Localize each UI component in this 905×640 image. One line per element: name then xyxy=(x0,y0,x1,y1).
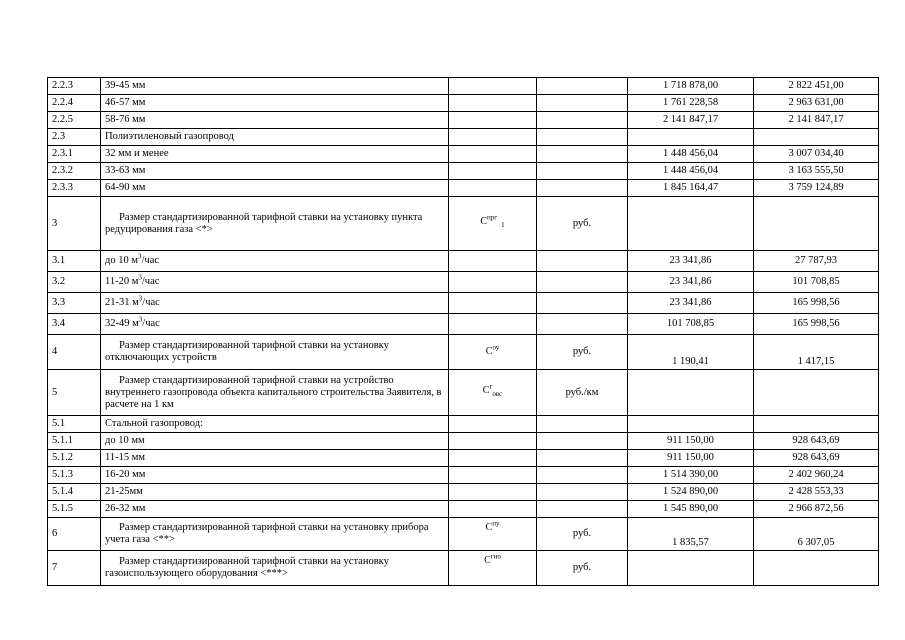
row-number: 3.1 xyxy=(48,251,101,272)
value-2: 3 007 034,40 xyxy=(754,146,879,163)
value-2: 2 963 631,00 xyxy=(754,95,879,112)
value-2: 2 141 847,17 xyxy=(754,112,879,129)
table-row xyxy=(48,501,879,518)
row-name: Полиэтиленовый газопровод xyxy=(101,129,449,146)
value-1: 911 150,00 xyxy=(628,450,754,467)
row-name: Размер стандартизированной тарифной ставки на устройство внутреннего газопровода объекта капитального строительства Заявителя, в расчете на 1 км xyxy=(101,370,449,416)
row-name: 32 мм и менее xyxy=(101,146,449,163)
value-2: 165 998,56 xyxy=(754,314,879,335)
row-number: 4 xyxy=(48,335,101,370)
row-number: 2.3.1 xyxy=(48,146,101,163)
value-1: 23 341,86 xyxy=(628,293,754,314)
value-2: 2 822 451,00 xyxy=(754,78,879,95)
table-row xyxy=(48,129,879,146)
row-name: Размер стандартизированной тарифной ставки на установку отключающих устройств xyxy=(101,335,449,370)
value-1: 2 141 847,17 xyxy=(628,112,754,129)
table-row xyxy=(48,112,879,129)
table-row xyxy=(48,163,879,180)
value-1: 1 448 456,04 xyxy=(628,146,754,163)
tariff-symbol: $C^{гио}$ xyxy=(449,551,537,586)
tariff-symbol: $C^{пу}$ xyxy=(449,518,537,551)
row-number: 5.1.4 xyxy=(48,484,101,501)
table-row xyxy=(48,197,879,251)
value-2: 2 402 960,24 xyxy=(754,467,879,484)
table-row xyxy=(48,370,879,416)
value-1: 1 545 890,00 xyxy=(628,501,754,518)
row-name: 46-57 мм xyxy=(101,95,449,112)
row-name: 32-49 $м^3$/час xyxy=(101,314,449,335)
table-row xyxy=(48,251,879,272)
value-1: 1 835,57 xyxy=(628,518,754,551)
row-name: 21-25мм xyxy=(101,484,449,501)
row-number: 2.3.2 xyxy=(48,163,101,180)
value-2: 27 787,93 xyxy=(754,251,879,272)
table-row xyxy=(48,146,879,163)
row-number: 6 xyxy=(48,518,101,551)
value-1: 1 718 878,00 xyxy=(628,78,754,95)
row-number: 5.1.2 xyxy=(48,450,101,467)
row-number: 2.2.3 xyxy=(48,78,101,95)
row-number: 3 xyxy=(48,197,101,251)
table-row xyxy=(48,416,879,433)
unit: руб./км xyxy=(537,370,628,416)
row-number: 3.2 xyxy=(48,272,101,293)
value-1: 23 341,86 xyxy=(628,272,754,293)
tariff-table xyxy=(47,77,879,586)
value-1: 1 514 390,00 xyxy=(628,467,754,484)
value-2: 2 428 553,33 xyxy=(754,484,879,501)
value-1: 1 190,41 xyxy=(628,335,754,370)
table-row xyxy=(48,433,879,450)
value-1: 23 341,86 xyxy=(628,251,754,272)
row-number: 5 xyxy=(48,370,101,416)
row-name: Стальной газопровод: xyxy=(101,416,449,433)
row-name: 11-15 мм xyxy=(101,450,449,467)
value-2: 928 643,69 xyxy=(754,450,879,467)
table-row xyxy=(48,293,879,314)
row-name: 16-20 мм xyxy=(101,467,449,484)
value-1: 1 761 228,58 xyxy=(628,95,754,112)
value-2: 2 966 872,56 xyxy=(754,501,879,518)
row-name: до 10 $м^3$/час xyxy=(101,251,449,272)
row-number: 5.1.3 xyxy=(48,467,101,484)
table-row xyxy=(48,484,879,501)
row-name: 33-63 мм xyxy=(101,163,449,180)
unit: руб. xyxy=(537,335,628,370)
tariff-symbol: $C^г_{овс}$ xyxy=(449,370,537,416)
row-name: 26-32 мм xyxy=(101,501,449,518)
table-row xyxy=(48,467,879,484)
unit: руб. xyxy=(537,518,628,551)
row-number: 2.3.3 xyxy=(48,180,101,197)
table-row xyxy=(48,314,879,335)
row-number: 3.3 xyxy=(48,293,101,314)
row-name: 39-45 мм xyxy=(101,78,449,95)
tariff-symbol: $C^{оу}$ xyxy=(449,335,537,370)
row-name: до 10 мм xyxy=(101,433,449,450)
table-row xyxy=(48,272,879,293)
table-row xyxy=(48,518,879,551)
value-2: 3 759 124,89 xyxy=(754,180,879,197)
row-name: Размер стандартизированной тарифной ставки на установку пункта редуцирования газа <*> xyxy=(101,197,449,251)
row-number: 3.4 xyxy=(48,314,101,335)
table-row xyxy=(48,551,879,586)
value-1: 101 708,85 xyxy=(628,314,754,335)
unit: руб. xyxy=(537,197,628,251)
value-2: 101 708,85 xyxy=(754,272,879,293)
value-1: 1 845 164,47 xyxy=(628,180,754,197)
value-2: 3 163 555,50 xyxy=(754,163,879,180)
row-number: 2.3 xyxy=(48,129,101,146)
row-name: 64-90 мм xyxy=(101,180,449,197)
value-1: 911 150,00 xyxy=(628,433,754,450)
row-name: 21-31 $м^3$/час xyxy=(101,293,449,314)
row-name: 58-76 мм xyxy=(101,112,449,129)
table-row xyxy=(48,95,879,112)
row-number: 2.2.5 xyxy=(48,112,101,129)
table-row xyxy=(48,450,879,467)
row-name: Размер стандартизированной тарифной ставки на установку прибора учета газа <**> xyxy=(101,518,449,551)
tariff-symbol: $C^{прг}_1$ xyxy=(449,197,537,251)
row-number: 7 xyxy=(48,551,101,586)
unit: руб. xyxy=(537,551,628,586)
table-row xyxy=(48,335,879,370)
value-2: 1 417,15 xyxy=(754,335,879,370)
value-1: 1 524 890,00 xyxy=(628,484,754,501)
row-number: 5.1.5 xyxy=(48,501,101,518)
value-1: 1 448 456,04 xyxy=(628,163,754,180)
row-number: 2.2.4 xyxy=(48,95,101,112)
value-2: 928 643,69 xyxy=(754,433,879,450)
value-2: 165 998,56 xyxy=(754,293,879,314)
table-row xyxy=(48,180,879,197)
table-row xyxy=(48,78,879,95)
row-number: 5.1.1 xyxy=(48,433,101,450)
value-2: 6 307,05 xyxy=(754,518,879,551)
row-number: 5.1 xyxy=(48,416,101,433)
row-name: Размер стандартизированной тарифной ставки на установку газоиспользующего оборудования <***> xyxy=(101,551,449,586)
row-name: 11-20 $м^3$/час xyxy=(101,272,449,293)
